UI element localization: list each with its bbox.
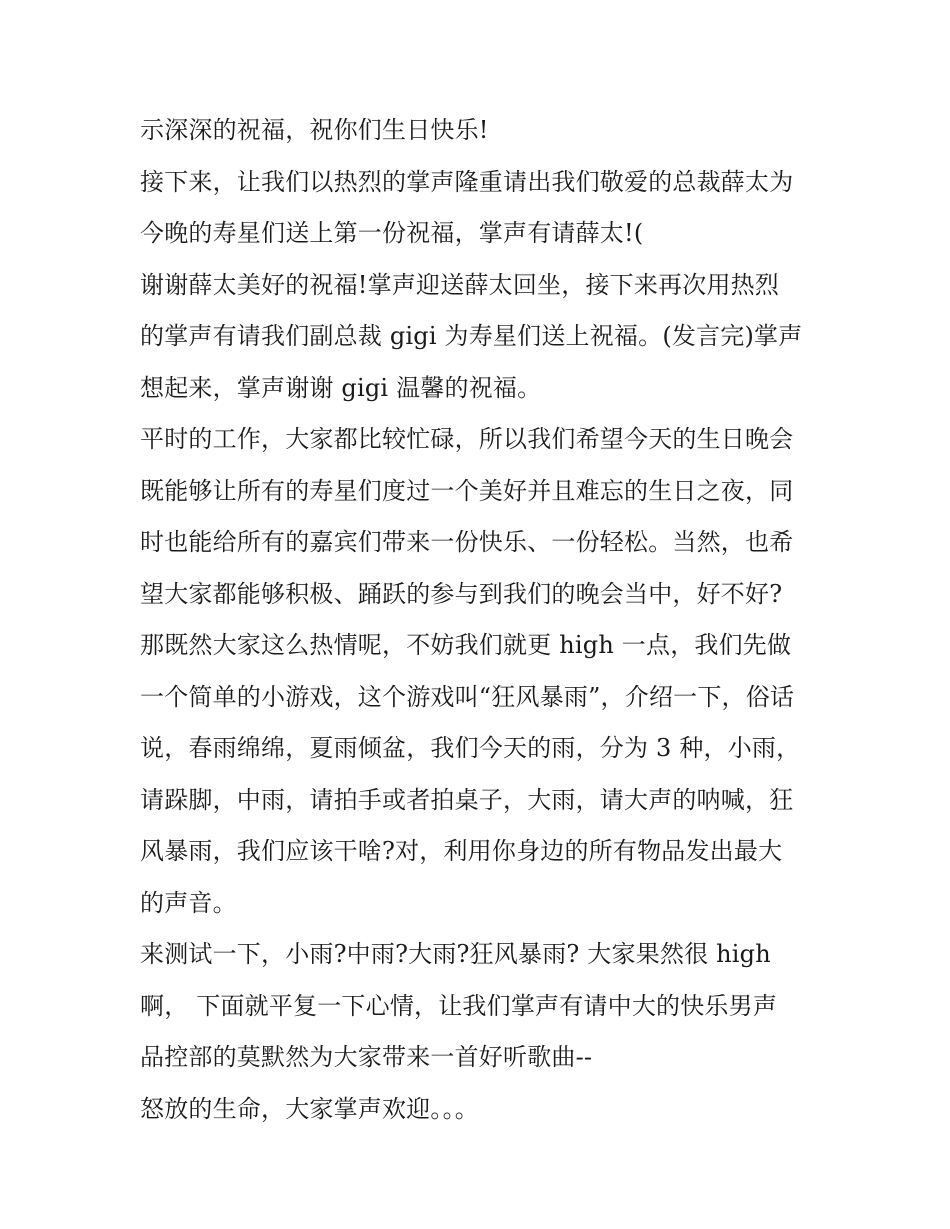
- text-line: 请跺脚，中雨，请拍手或者拍桌子，大雨，请大声的呐喊，狂: [140, 785, 794, 814]
- text-line: 啊， 下面就平复一下心情，让我们掌声有请中大的快乐男声: [140, 991, 778, 1020]
- text-line: 说，春雨绵绵，夏雨倾盆，我们今天的雨，分为 3 种，小雨，: [140, 734, 801, 762]
- text-line: 接下来，让我们以热烈的掌声隆重请出我们敬爱的总裁薛太为: [140, 167, 794, 196]
- text-line: 的掌声有请我们副总裁 gigi 为寿星们送上祝福。(发言完)掌声: [140, 322, 803, 350]
- text-line: 示深深的祝福，祝你们生日快乐!: [140, 116, 489, 144]
- text-line: 品控部的莫默然为大家带来一首好听歌曲--: [140, 1043, 593, 1071]
- text-line: 的声音。: [140, 888, 237, 917]
- text-line: 时也能给所有的嘉宾们带来一份快乐、一份轻松。当然，也希: [140, 528, 794, 556]
- text-line: 那既然大家这么热情呢，不妨我们就更 high 一点，我们先做: [140, 631, 792, 659]
- text-line: 既能够让所有的寿星们度过一个美好并且难忘的生日之夜，同: [140, 476, 794, 505]
- text-line: 想起来，掌声谢谢 gigi 温馨的祝福。: [140, 373, 542, 402]
- text-line: 怒放的生命，大家掌声欢迎。。。: [140, 1094, 479, 1123]
- text-line: 一个简单的小游戏，这个游戏叫“狂风暴雨”，介绍一下，俗话: [140, 682, 795, 711]
- text-line: 风暴雨，我们应该干啥?对，利用你身边的所有物品发出最大: [140, 837, 783, 865]
- document-body: [140, 108, 830, 1138]
- text-line: 来测试一下，小雨?中雨?大雨?狂风暴雨? 大家果然很 high: [140, 940, 771, 968]
- text-line: 今晚的寿星们送上第一份祝福，掌声有请薛太!(: [140, 219, 644, 247]
- text-line: 望大家都能够积极、踊跃的参与到我们的晚会当中，好不好?: [140, 579, 783, 608]
- text-line: 平时的工作，大家都比较忙碌，所以我们希望今天的生日晚会: [140, 425, 794, 453]
- text-line: 谢谢薛太美好的祝福!掌声迎送薛太回坐，接下来再次用热烈: [140, 270, 780, 299]
